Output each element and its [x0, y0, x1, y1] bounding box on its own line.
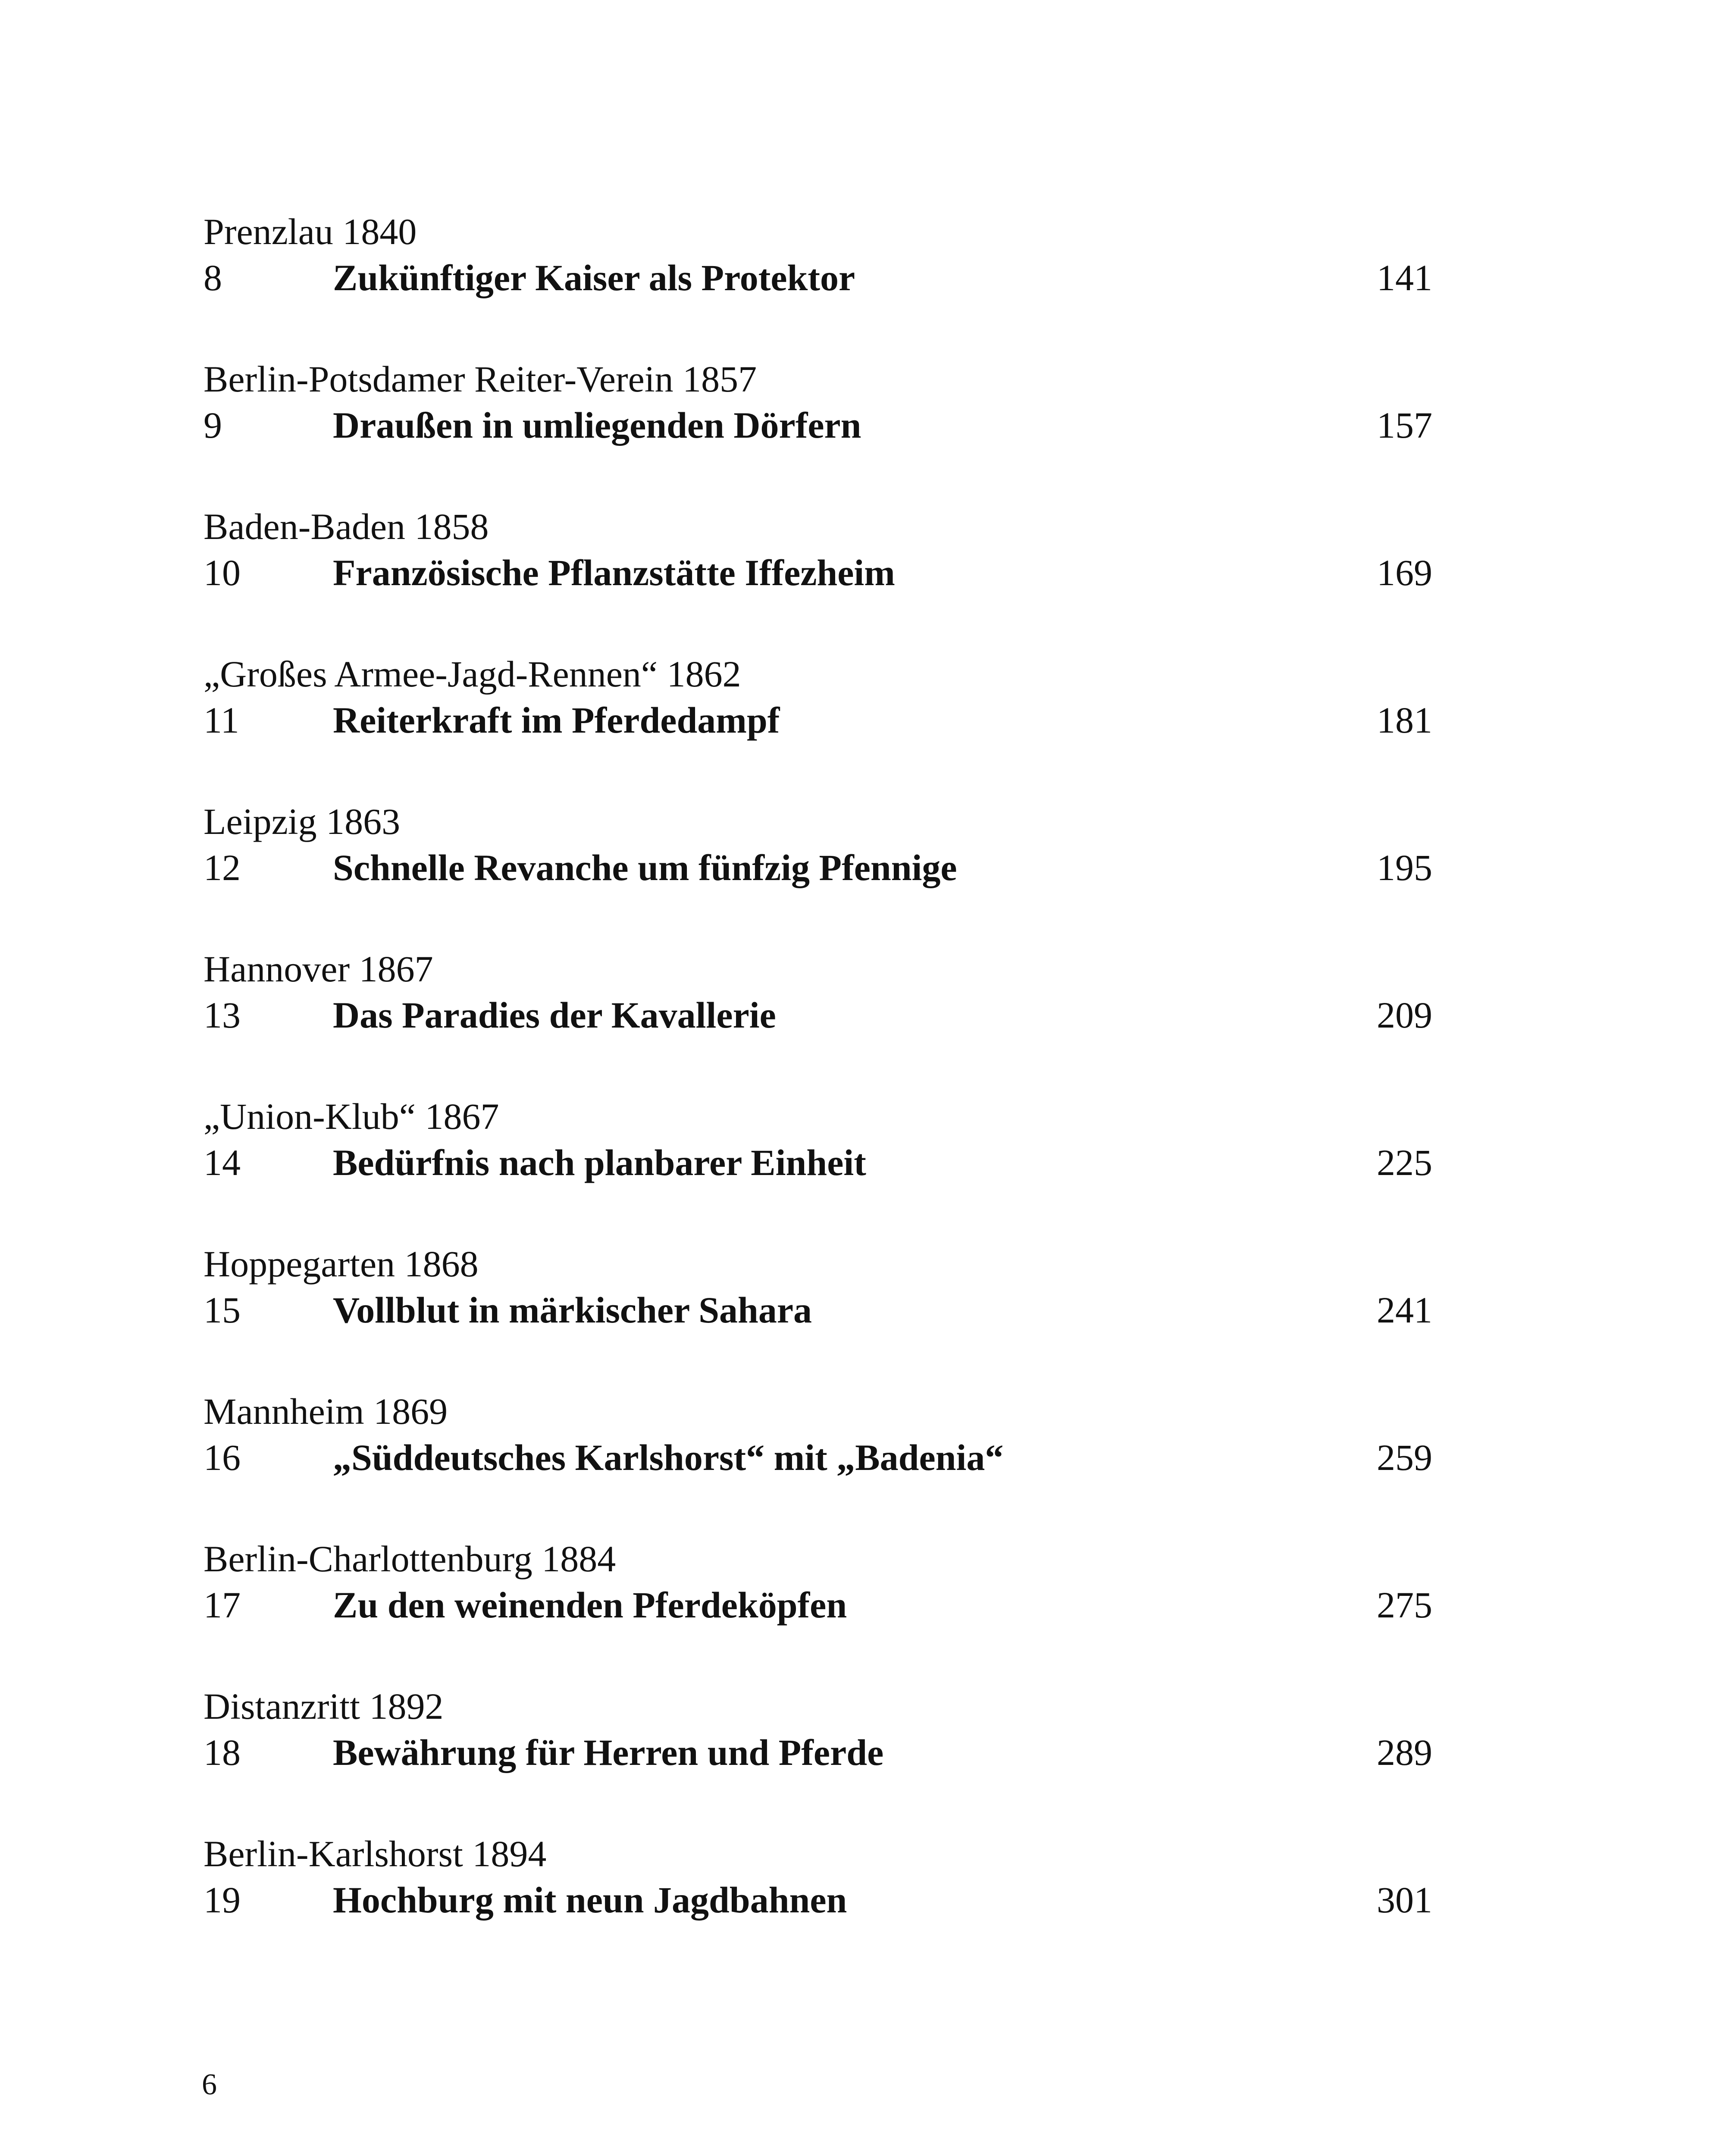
toc-place-heading: Hannover 1867: [204, 948, 433, 990]
chapter-title: Zu den weinenden Pferdeköpfen: [333, 1584, 847, 1626]
table-of-contents: [204, 204, 1432, 1973]
chapter-number: 15: [204, 1289, 241, 1331]
chapter-number: 16: [204, 1437, 241, 1478]
toc-chapter-row: [204, 1874, 1432, 1926]
chapter-title: Das Paradies der Kavallerie: [333, 994, 776, 1036]
chapter-title: Französische Pflanzstätte Iffezheim: [333, 552, 895, 593]
toc-entry: [204, 1088, 1432, 1236]
chapter-title: Draußen in umliegenden Dörfern: [333, 404, 861, 446]
page-number: 195: [1377, 847, 1432, 888]
toc-place-heading: „Union-Klub“ 1867: [204, 1096, 499, 1137]
chapter-title: Bedürfnis nach planbarer Einheit: [333, 1142, 866, 1183]
chapter-title: Reiterkraft im Pferdedampf: [333, 699, 780, 741]
toc-place-heading: Berlin-Potsdamer Reiter-Verein 1857: [204, 358, 757, 400]
toc-entry: [204, 1236, 1432, 1383]
chapter-number: 17: [204, 1584, 241, 1626]
toc-chapter-row: [204, 1284, 1432, 1336]
toc-entry: [204, 1531, 1432, 1678]
toc-chapter-row: [204, 1432, 1432, 1483]
page-number: 141: [1377, 257, 1432, 298]
toc-place-heading: Baden-Baden 1858: [204, 506, 489, 547]
toc-place-heading: Berlin-Karlshorst 1894: [204, 1833, 547, 1874]
chapter-number: 19: [204, 1879, 241, 1921]
page-number: 289: [1377, 1732, 1432, 1773]
toc-entry: [204, 1678, 1432, 1826]
page-number: 169: [1377, 552, 1432, 593]
toc-chapter-row: [204, 252, 1432, 304]
toc-place-heading: Berlin-Charlottenburg 1884: [204, 1538, 616, 1579]
page-number: 181: [1377, 699, 1432, 741]
toc-chapter-row: [204, 1137, 1432, 1188]
chapter-number: 14: [204, 1142, 241, 1183]
toc-chapter-row: [204, 399, 1432, 451]
page-number: 241: [1377, 1289, 1432, 1331]
toc-entry: [204, 646, 1432, 793]
chapter-title: Bewährung für Herren und Pferde: [333, 1732, 884, 1773]
toc-entry: [204, 204, 1432, 351]
toc-place-heading: Distanzritt 1892: [204, 1686, 444, 1727]
toc-entry: [204, 1383, 1432, 1531]
toc-entry: [204, 793, 1432, 941]
chapter-number: 12: [204, 847, 241, 888]
page-number: 259: [1377, 1437, 1432, 1478]
toc-chapter-row: [204, 1727, 1432, 1778]
chapter-number: 8: [204, 257, 222, 298]
toc-chapter-row: [204, 989, 1432, 1041]
page-number: 209: [1377, 994, 1432, 1036]
chapter-number: 13: [204, 994, 241, 1036]
toc-entry: [204, 498, 1432, 646]
toc-place-heading: Hoppegarten 1868: [204, 1243, 479, 1285]
chapter-number: 9: [204, 404, 222, 446]
toc-place-heading: Leipzig 1863: [204, 801, 401, 842]
page-number: 225: [1377, 1142, 1432, 1183]
chapter-number: 11: [204, 699, 239, 741]
chapter-title: Schnelle Revanche um fünfzig Pfennige: [333, 847, 957, 888]
toc-entry: [204, 351, 1432, 498]
chapter-title: Vollblut in märkischer Sahara: [333, 1289, 812, 1331]
toc-chapter-row: [204, 1579, 1432, 1631]
page-number: 157: [1377, 404, 1432, 446]
toc-entry: [204, 1826, 1432, 1973]
toc-place-heading: Mannheim 1869: [204, 1391, 448, 1432]
chapter-title: „Süddeutsches Karlshorst“ mit „Badenia“: [333, 1437, 1004, 1478]
chapter-number: 18: [204, 1732, 241, 1773]
toc-chapter-row: [204, 547, 1432, 599]
toc-chapter-row: [204, 694, 1432, 746]
toc-place-heading: Prenzlau 1840: [204, 211, 417, 252]
chapter-title: Hochburg mit neun Jagdbahnen: [333, 1879, 847, 1921]
toc-entry: [204, 941, 1432, 1088]
chapter-title: Zukünftiger Kaiser als Protektor: [333, 257, 855, 298]
toc-chapter-row: [204, 842, 1432, 893]
chapter-number: 10: [204, 552, 241, 593]
toc-place-heading: „Großes Armee-Jagd-Rennen“ 1862: [204, 653, 741, 695]
page-number: 301: [1377, 1879, 1432, 1921]
folio-page-number: 6: [202, 2068, 217, 2101]
page-number: 275: [1377, 1584, 1432, 1626]
